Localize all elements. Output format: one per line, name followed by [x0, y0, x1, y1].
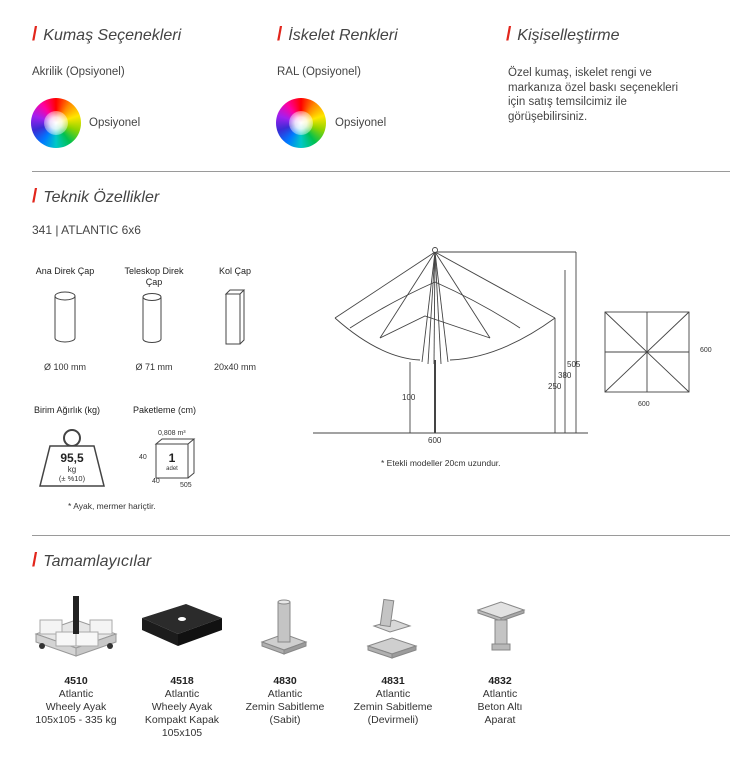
- product-code: 4518: [170, 675, 194, 687]
- product-line: (Devirmeli): [367, 714, 419, 726]
- custom-text: Özel kumaş, iskelet rengi ve markanıza özel baskı seçenekleri için satış temsilcimiz ile görüşebilirsiniz.: [508, 67, 679, 123]
- product-code: 4831: [381, 675, 405, 687]
- spec-value-main-pole: Ø 100 mm: [43, 362, 86, 372]
- product-line: Atlantic: [375, 688, 411, 700]
- packaging-label: Paketleme (cm): [133, 405, 197, 415]
- diagram-note: * Etekli modeller 20cm uzundur.: [381, 458, 501, 468]
- base-note: * Ayak, mermer hariçtir.: [68, 501, 156, 511]
- accessories-heading: / Tamamlayıcılar: [32, 550, 152, 571]
- fabric-option: Akrilik (Opsiyonel): [32, 66, 125, 78]
- weight-label: Birim Ağırlık (kg): [34, 405, 101, 415]
- fabric-wheel-label: Opsiyonel: [89, 117, 141, 129]
- divider: [32, 171, 730, 172]
- weight-tolerance: (± %10): [58, 474, 86, 483]
- product-4832-image: [474, 600, 528, 656]
- fabric-heading: / Kumaş Seçenekleri: [32, 24, 182, 45]
- custom-heading: / Kişiselleştirme: [506, 24, 620, 45]
- product-line: 105x105: [161, 727, 203, 739]
- product-4831-image: [364, 596, 420, 662]
- spec-value-telescopic-pole: Ø 71 mm: [135, 362, 173, 372]
- main-pole-cylinder-icon: [52, 290, 78, 346]
- product-card-4832[interactable]: [450, 675, 550, 727]
- packaging-volume: 0,808 m³: [158, 430, 186, 437]
- product-line: Zemin Sabitleme: [245, 701, 325, 713]
- packaging-depth: 40: [152, 478, 160, 485]
- product-code: 4830: [273, 675, 297, 687]
- product-card-4518[interactable]: [128, 675, 236, 740]
- arm-profile-box-icon: [224, 289, 248, 347]
- model-name: 341 | ATLANTIC 6x6: [32, 223, 141, 237]
- packaging-height: 40: [139, 454, 147, 461]
- spec-label-arm: Kol Çap: [218, 266, 252, 276]
- product-code: 4832: [488, 675, 512, 687]
- product-4830-image: [258, 598, 310, 660]
- product-line: Atlantic: [58, 688, 94, 700]
- product-line: Beton Altı: [477, 701, 523, 713]
- top-view-width-dim: 600: [700, 347, 712, 354]
- specs-heading: / Teknik Özellikler: [32, 186, 160, 207]
- product-line: Kompakt Kapak: [144, 714, 220, 726]
- umbrella-top-view-diagram: [603, 310, 693, 396]
- spec-label-main-pole: Ana Direk Çap: [35, 266, 95, 276]
- dim-380: 380: [558, 371, 572, 380]
- product-line: 105x105 - 335 kg: [35, 714, 117, 726]
- product-code: 4510: [64, 675, 88, 687]
- product-card-4830[interactable]: [235, 675, 335, 727]
- color-wheel-icon: [31, 98, 81, 148]
- product-4518-image: [138, 596, 226, 656]
- spec-label-telescopic-pole: Teleskop Direk Çap: [124, 266, 184, 287]
- product-line: (Sabit): [269, 714, 301, 726]
- packaging-count: 1: [168, 451, 176, 465]
- product-4510-image: [32, 590, 120, 660]
- product-card-4831[interactable]: [343, 675, 443, 727]
- product-line: Aparat: [484, 714, 516, 726]
- color-wheel-icon: [276, 98, 326, 148]
- product-line: Atlantic: [267, 688, 303, 700]
- dim-250: 250: [548, 382, 562, 391]
- product-line: Zemin Sabitleme: [353, 701, 433, 713]
- frame-option: RAL (Opsiyonel): [277, 66, 361, 78]
- weight-value: 95,5: [60, 451, 84, 465]
- spec-value-arm: 20x40 mm: [213, 362, 257, 372]
- divider: [32, 535, 730, 536]
- dim-100: 100: [402, 393, 416, 402]
- product-card-4510[interactable]: [22, 675, 130, 727]
- frame-heading: / İskelet Renkleri: [277, 24, 398, 45]
- top-view-depth-dim: 600: [638, 401, 650, 408]
- dim-600-base: 600: [428, 436, 442, 445]
- frame-wheel-label: Opsiyonel: [335, 117, 387, 129]
- product-line: Atlantic: [164, 688, 200, 700]
- product-line: Atlantic: [482, 688, 518, 700]
- product-line: Wheely Ayak: [45, 701, 107, 713]
- product-line: Wheely Ayak: [151, 701, 213, 713]
- packaging-width: 505: [180, 482, 192, 489]
- telescopic-pole-cylinder-icon: [141, 292, 163, 346]
- weight-unit: kg: [67, 465, 77, 474]
- dim-505: 505: [567, 360, 581, 369]
- umbrella-side-diagram: [310, 240, 590, 445]
- packaging-count-unit: adet: [166, 466, 178, 472]
